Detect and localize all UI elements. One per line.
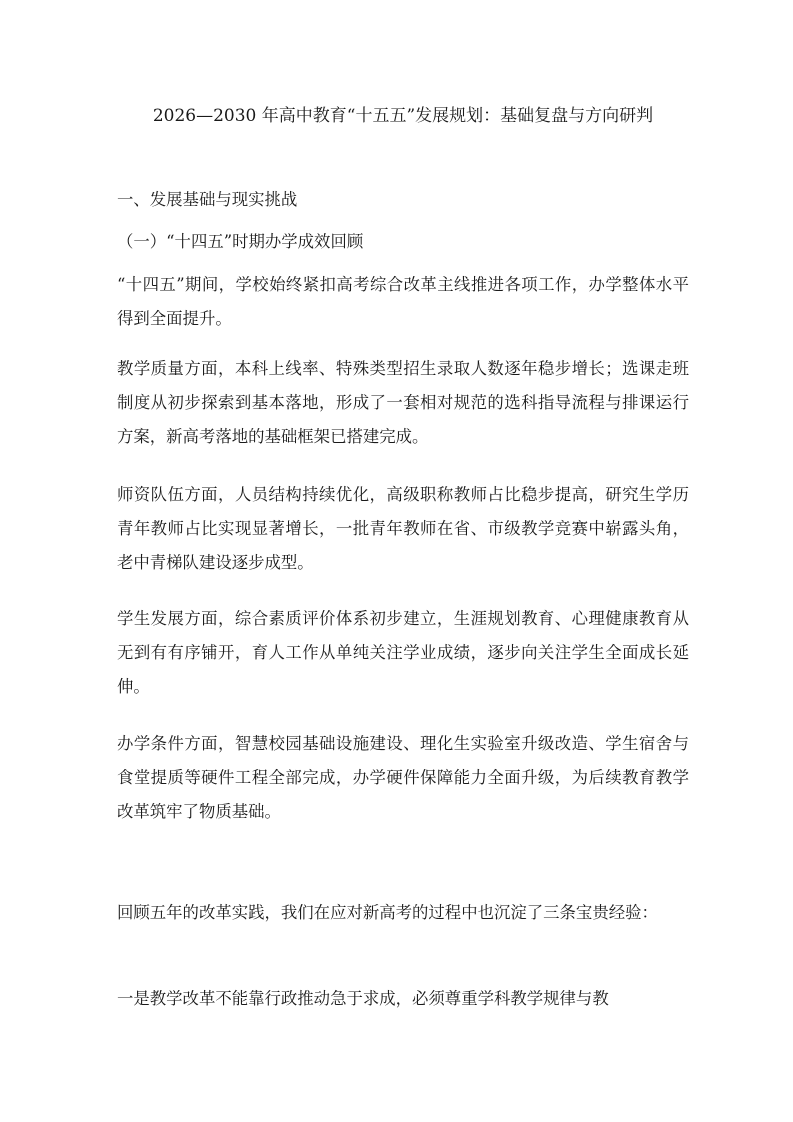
paragraph-experience-intro: 回顾五年的改革实践，我们在应对新高考的过程中也沉淀了三条宝贵经验： xyxy=(117,903,658,922)
paragraph-experience-one: 一是教学改革不能靠行政推动急于求成，必须尊重学科教学规律与教 xyxy=(117,989,609,1008)
section-heading: 一、发展基础与现实挑战 xyxy=(117,190,298,209)
document-title: 2026—2030 年高中教育“十五五”发展规划：基础复盘与方向研判 xyxy=(152,106,654,126)
paragraph-school-conditions: 办学条件方面，智慧校园基础设施建设、理化生实验室升级改造、学生宿舍与食堂提质等硬件工程全部完成，办学硬件保障能力全面升级，为后续教育教学改革筑牢了物质基础。 xyxy=(117,734,689,821)
paragraph-student-development: 学生发展方面，综合素质评价体系初步建立，生涯规划教育、心理健康教育从无到有有序铺开，育人工作从单纯关注学业成绩，逐步向关注学生全面成长延伸。 xyxy=(117,609,689,696)
paragraph-overview: “十四五”期间，学校始终紧扣高考综合改革主线推进各项工作，办学整体水平得到全面提升。 xyxy=(117,275,689,328)
paragraph-teaching-staff: 师资队伍方面，人员结构持续优化，高级职称教师占比稳步提高，研究生学历青年教师占比实现显著增长，一批青年教师在省、市级教学竞赛中崭露头角，老中青梯队建设逐步成型。 xyxy=(117,485,689,572)
subsection-heading: （一）“十四五”时期办学成效回顾 xyxy=(117,232,364,251)
paragraph-teaching-quality: 教学质量方面，本科上线率、特殊类型招生录取人数逐年稳步增长；选课走班制度从初步探索到基本落地，形成了一套相对规范的选科指导流程与排课运行方案，新高考落地的基础框架已搭建完成。 xyxy=(117,359,689,446)
